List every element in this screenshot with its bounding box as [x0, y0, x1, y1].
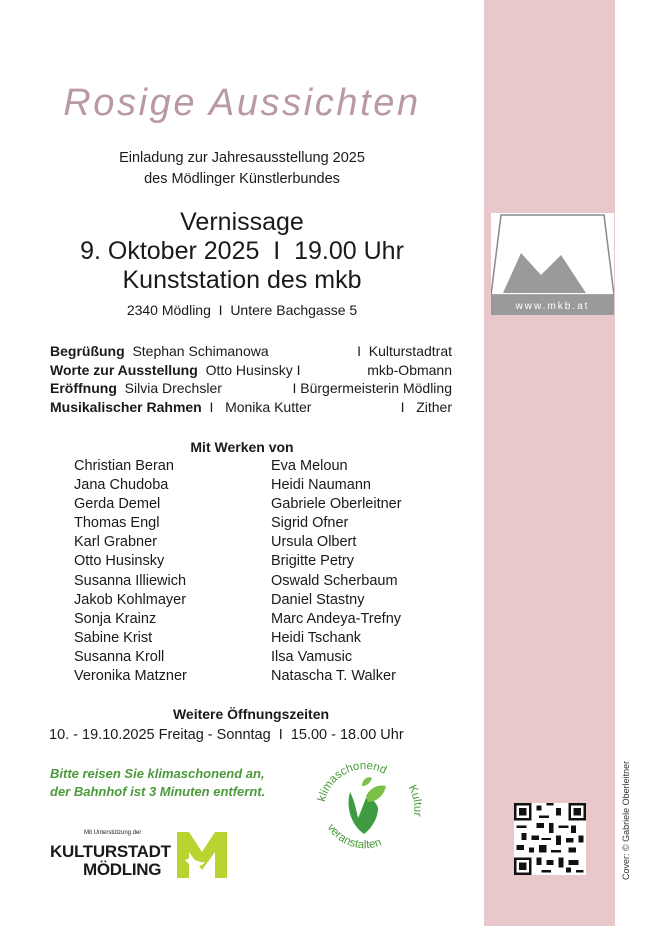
program-person: I Monika Kutter: [209, 398, 312, 415]
artist-name: Sigrid Ofner: [271, 515, 349, 532]
sponsor-line-2: MÖDLING: [83, 860, 162, 879]
badge-text-top: klimaschonend: [315, 759, 389, 803]
qr-code-icon: [514, 803, 586, 875]
program-detail: mkb-Obmann: [367, 361, 452, 378]
kulturstadt-m-icon: [175, 830, 229, 880]
artist-name: Brigitte Petry: [271, 553, 354, 570]
travel-note-line-1: Bitte reisen Sie klimaschonend an,: [50, 766, 265, 781]
hand-leaf-icon: [349, 777, 386, 834]
artist-name: Ursula Olbert: [271, 534, 357, 551]
artist-name: Marc Andeya-Trefny: [271, 610, 402, 627]
program-role: Musikalischer Rahmen: [50, 398, 202, 415]
program-row: [50, 398, 452, 417]
sponsor-small-text: Mit Unterstützung der: [84, 830, 142, 836]
badge-text-bottom: veranstalten: [324, 821, 384, 852]
exhibition-title: Rosige Aussichten: [63, 82, 421, 124]
mkb-url: www.mkb.at: [515, 301, 590, 312]
vernissage-address: 2340 Mödling I Untere Bachgasse 5: [126, 302, 358, 318]
badge-text-right: Kultur: [405, 783, 424, 818]
artist-name: Karl Grabner: [74, 534, 158, 551]
program-list: [50, 342, 452, 416]
artist-name: Eva Meloun: [271, 458, 348, 474]
artist-name: Otto Husinsky: [74, 553, 165, 570]
hours-heading: Weitere Öffnungszeiten: [172, 706, 330, 722]
cover-credit: Cover: © Gabriele Oberleitner: [621, 760, 631, 880]
artist-name: Thomas Engl: [74, 515, 160, 532]
artist-name: Christian Beran: [74, 458, 174, 474]
invitation-text: [0, 148, 484, 190]
program-person: Otto Husinsky I: [205, 361, 301, 378]
vernissage-block: [0, 208, 484, 295]
travel-note-line-2: der Bahnhof ist 3 Minuten entfernt.: [50, 784, 266, 799]
artist-name: Susanna Kroll: [74, 648, 165, 665]
program-detail: I Bürgermeisterin Mödling: [292, 380, 452, 396]
opening-hours: 10. - 19.10.2025 Freitag - Sonntag I 15.00 - 18.00 Uhr: [49, 727, 404, 743]
vernissage-date: 9. Oktober 2025 I 19.00 Uhr: [80, 237, 404, 265]
program-detail: I Zither: [400, 398, 452, 415]
artists-left-column: [74, 457, 187, 686]
artist-name: Gerda Demel: [74, 496, 161, 513]
invitation-line-2: des Mödlinger Künstlerbundes: [144, 171, 340, 187]
program-person: Silvia Drechsler: [124, 380, 222, 396]
artist-name: Jana Chudoba: [74, 477, 169, 494]
works-heading: Mit Werken von: [190, 439, 294, 455]
artist-name: Sabine Krist: [74, 629, 153, 646]
program-role: Worte zur Ausstellung: [50, 361, 198, 378]
program-row: [50, 361, 452, 380]
mkb-logo: [491, 213, 614, 315]
artist-name: Heidi Tschank: [271, 629, 362, 646]
mkb-m-icon: [491, 213, 614, 315]
program-role: Begrüßung: [50, 343, 125, 359]
program-role: Eröffnung: [50, 380, 117, 396]
artist-name: Daniel Stastny: [271, 591, 365, 608]
program-row: [50, 379, 452, 398]
artist-name: Susanna Illiewich: [74, 572, 187, 589]
program-row: [50, 342, 452, 361]
vernissage-label: Vernissage: [180, 208, 304, 236]
travel-note: [50, 765, 265, 801]
artist-name: Oswald Scherbaum: [271, 572, 398, 589]
artist-name: Gabriele Oberleitner: [271, 496, 402, 513]
sponsor-line-1: KULTURSTADT: [50, 842, 171, 861]
artist-name: Heidi Naumann: [271, 477, 371, 494]
artists-right-column: [271, 457, 402, 686]
artist-name: Sonja Krainz: [74, 610, 157, 627]
artist-name: Natascha T. Walker: [271, 668, 396, 685]
pink-sidebar: [484, 0, 615, 926]
invitation-line-1: Einladung zur Jahresausstellung 2025: [119, 150, 365, 166]
artist-name: Veronika Matzner: [74, 668, 187, 685]
vernissage-venue: Kunststation des mkb: [122, 266, 362, 294]
program-detail: I Kulturstadtrat: [357, 343, 452, 359]
program-person: Stephan Schimanowa: [132, 343, 269, 359]
artist-name: Ilsa Vamusic: [271, 648, 353, 665]
artist-name: Jakob Kohlmayer: [74, 591, 187, 608]
klimaschonend-badge: [306, 748, 424, 866]
